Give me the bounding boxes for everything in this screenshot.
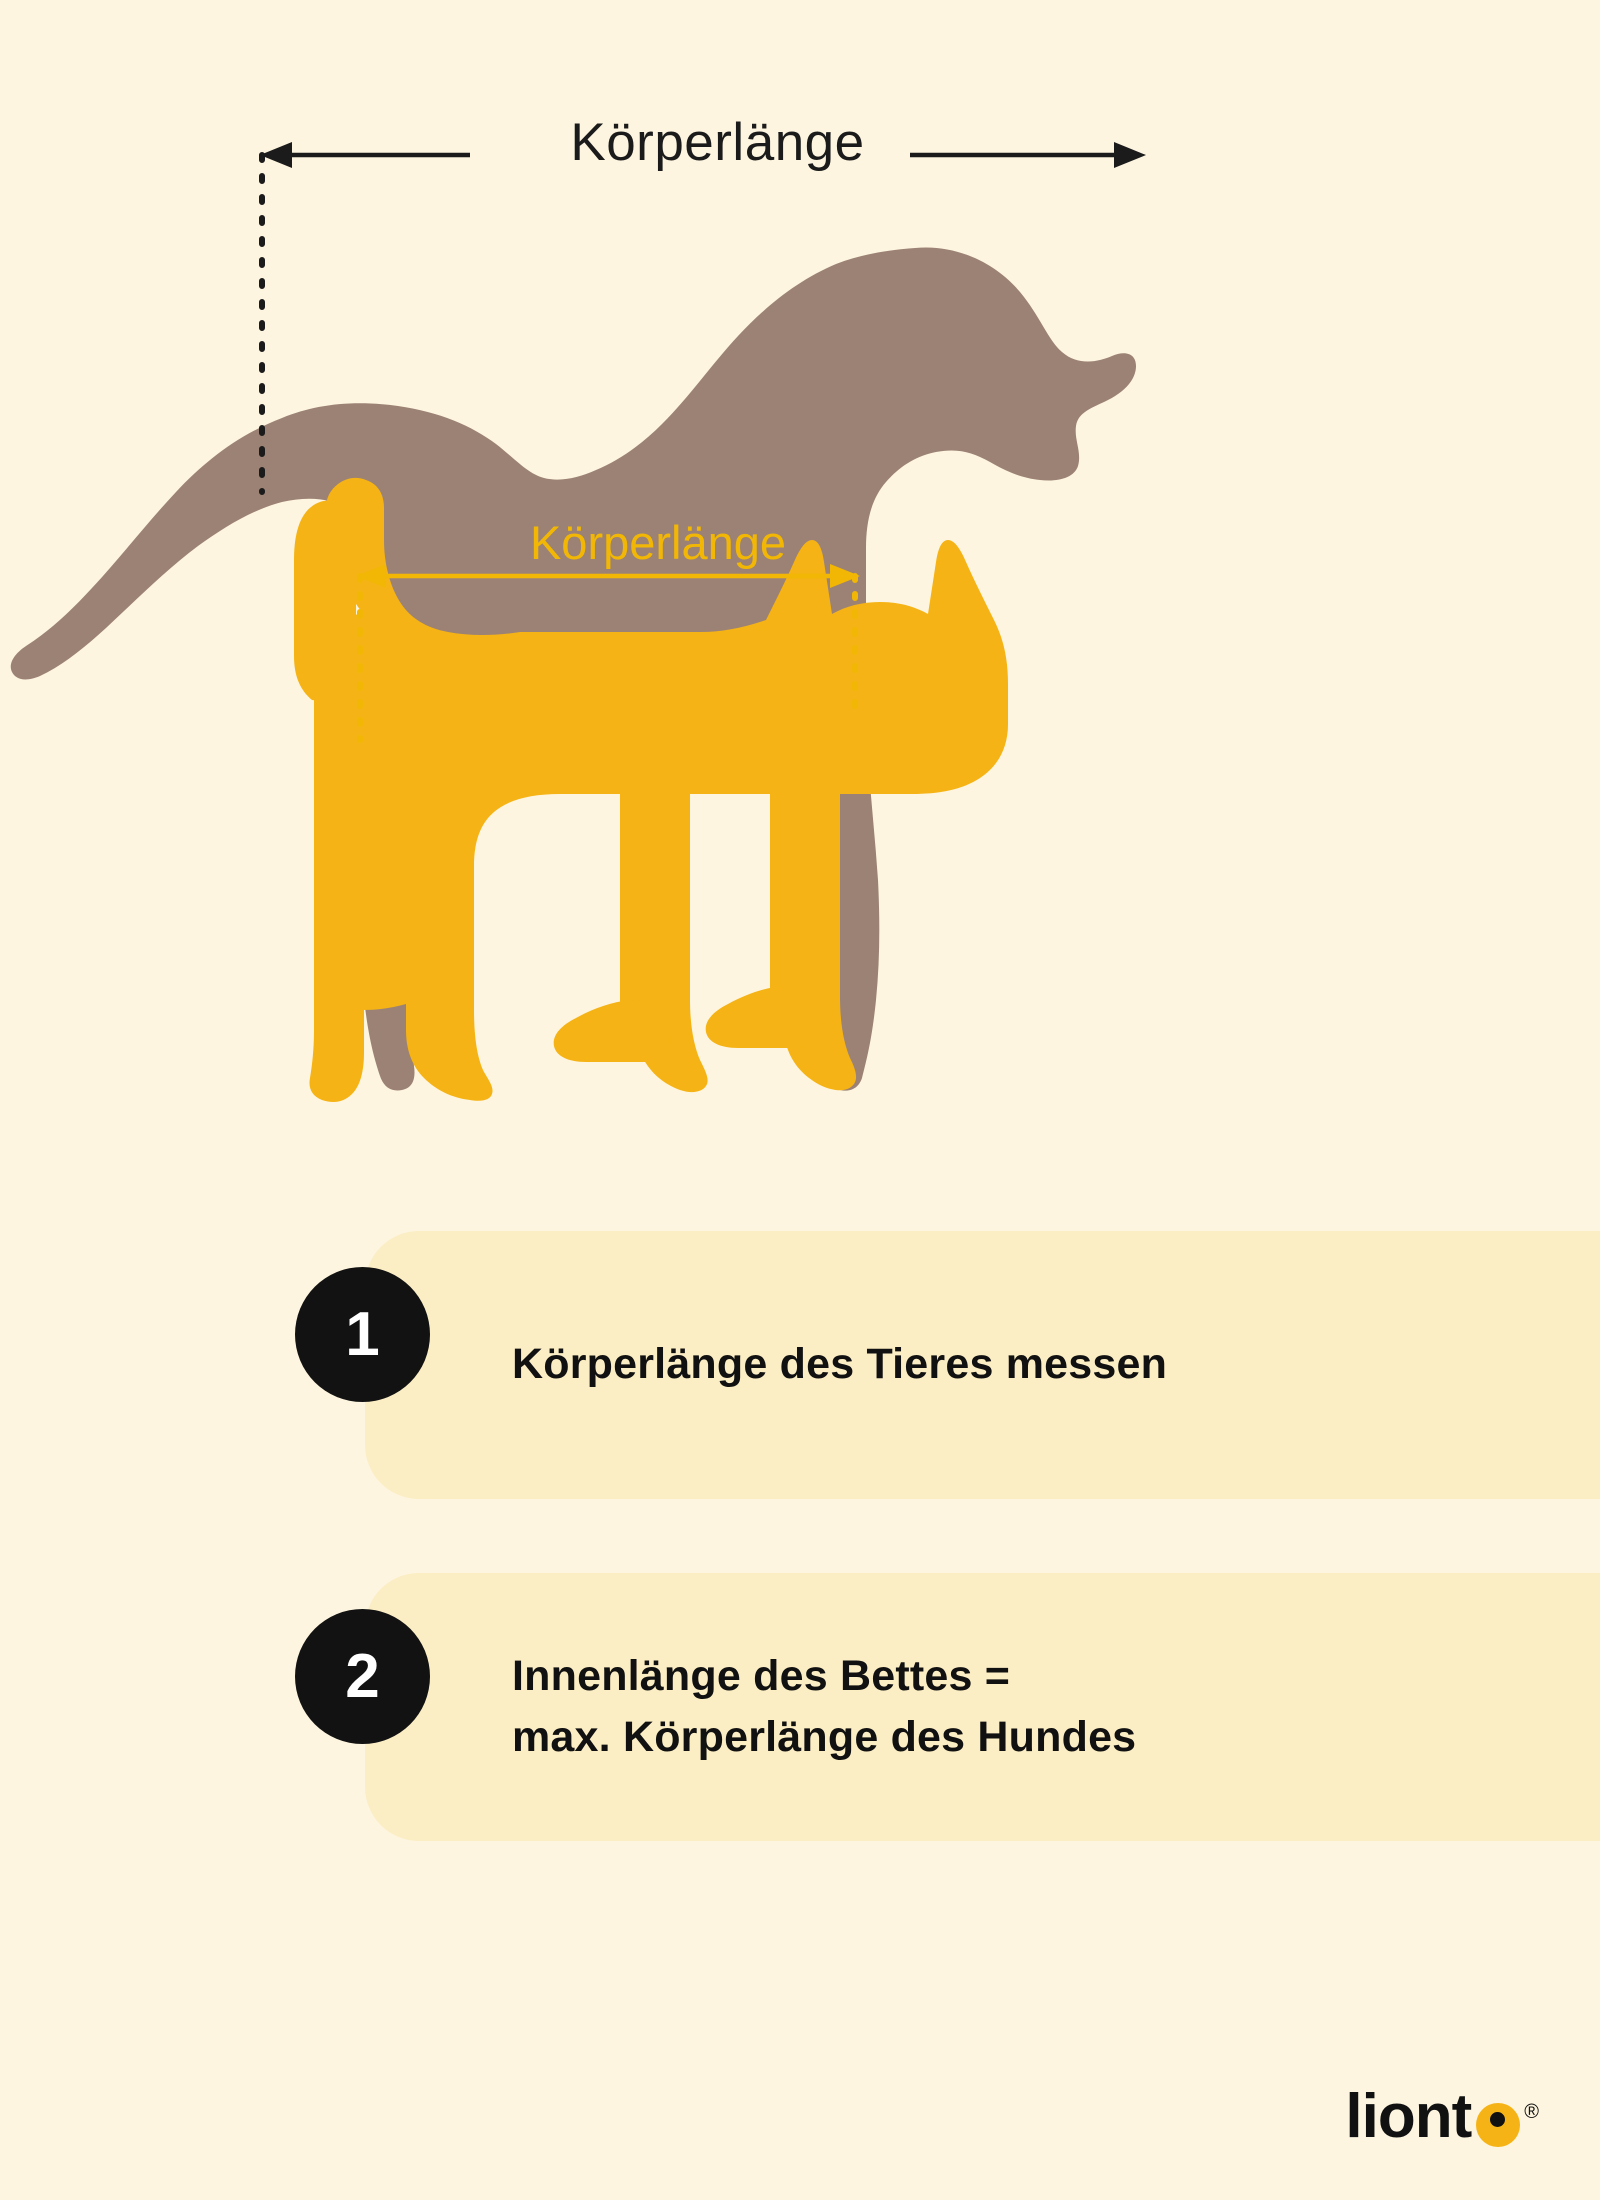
logo-dot-icon [1476, 2103, 1520, 2147]
dog-dimension-arrow-right [1114, 142, 1146, 168]
steps-list [0, 1215, 1600, 1899]
step-item-1 [0, 1215, 1600, 1515]
step-text-1-line-1: Körperlänge des Tieres messen [512, 1340, 1168, 1389]
step-badge-1: 1 [295, 1267, 430, 1402]
step-text-1 [512, 1215, 1167, 1515]
dog-dimension-arrow-left [260, 142, 292, 168]
lionto-logo [1345, 2081, 1538, 2152]
cat-tail [294, 500, 356, 704]
step-text-2 [512, 1557, 1136, 1857]
cat-paw-rear [554, 1000, 671, 1062]
logo-registered-mark: ® [1524, 2101, 1538, 2123]
step-text-2-line-2: max. Körperlänge des Hundes [512, 1713, 1137, 1761]
dog-measure-label: Körperlänge [570, 113, 865, 172]
step-badge-2: 2 [295, 1609, 430, 1744]
cat-measure-label: Körperlänge [529, 516, 787, 569]
step-text-2-line-1: Innenlänge des Bettes = [512, 1651, 1011, 1700]
step-item-2 [0, 1557, 1600, 1857]
logo-wordmark: liont [1345, 2082, 1472, 2151]
cat-paw-front [706, 986, 823, 1048]
